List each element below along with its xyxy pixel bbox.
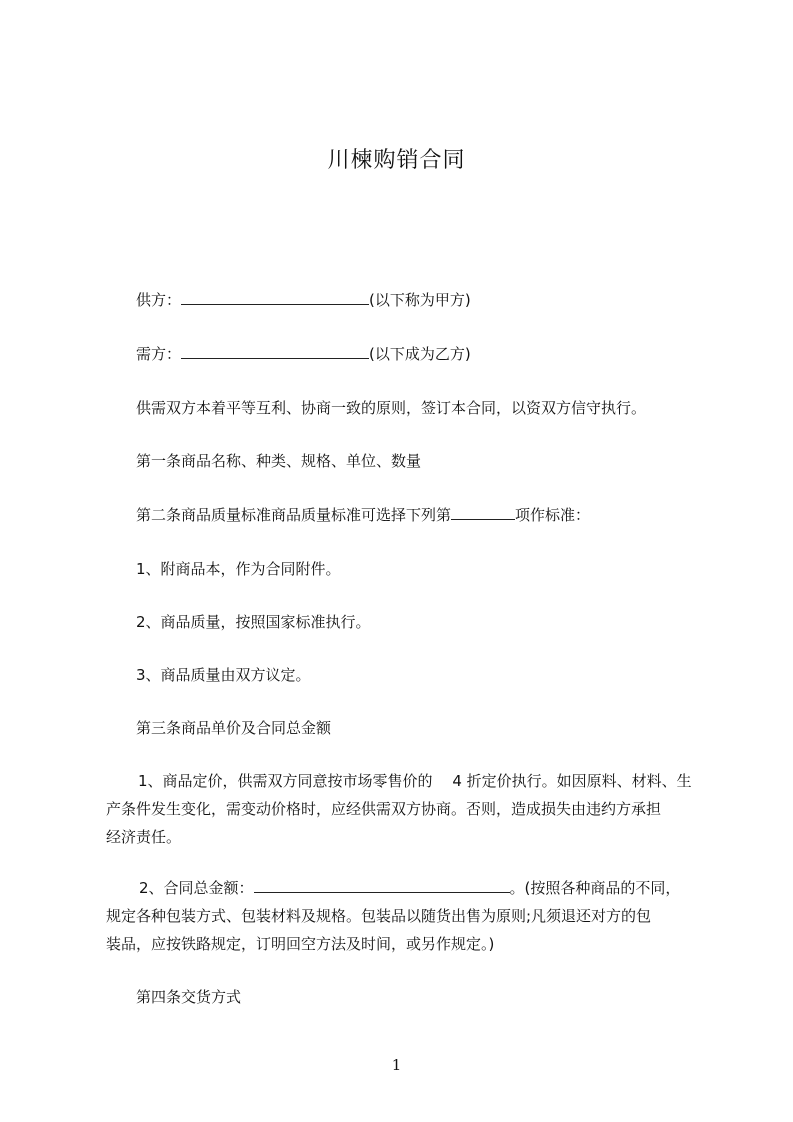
total-para-line-2: 规定各种包装方式、包装材料及规格。包装品以随货出售为原则;凡须退还对方的包 [106,907,652,925]
article-2-suffix: 项作标准： [515,506,591,524]
buyer-suffix: (以下成为乙方) [369,345,471,363]
price-para-line-2: 产条件发生变化，需变动价格时，应经供需双方协商。否则，造成损失由违约方承担 [106,800,662,818]
total-para-line-3: 装品，应按铁路规定，订明回空方法及时间，或另作规定。) [106,935,495,953]
quality-item-1: 1、附商品本，作为合同附件。 [136,560,341,578]
price-para-line-3: 经济责任。 [106,828,182,846]
supplier-label: 供方： [136,291,182,309]
total-amount-label: 2、合同总金额： [139,879,254,897]
article-2-prefix: 第二条商品质量标准商品质量标准可选择下列第 [136,506,452,524]
document-title: 川楝购销合同 [327,148,466,173]
article-3-heading: 第三条商品单价及合同总金额 [136,719,332,737]
intro-paragraph: 供需双方本着平等互利、协商一致的原则，签订本合同，以资双方信守执行。 [136,399,647,417]
article-1-heading: 第一条商品名称、种类、规格、单位、数量 [136,452,422,470]
article-2-blank [451,505,515,520]
quality-item-2: 2、商品质量，按照国家标准执行。 [136,613,371,631]
quality-item-3: 3、商品质量由双方议定。 [136,666,311,684]
buyer-line [136,344,471,364]
total-para-suffix: 。(按照各种商品的不同， [509,879,681,897]
buyer-label: 需方： [136,345,182,363]
buyer-blank [181,344,369,359]
supplier-line [136,290,471,310]
total-amount-blank [254,878,510,893]
article-4-heading: 第四条交货方式 [136,988,242,1006]
page-number: 1 [391,1056,402,1074]
total-para-line-1 [139,878,680,898]
price-para-line-1: 1、商品定价，供需双方同意按市场零售价的 4 折定价执行。如因原料、材料、生 [138,772,692,790]
supplier-blank [181,290,369,305]
supplier-suffix: (以下称为甲方) [369,291,471,309]
article-2-line [136,505,590,525]
